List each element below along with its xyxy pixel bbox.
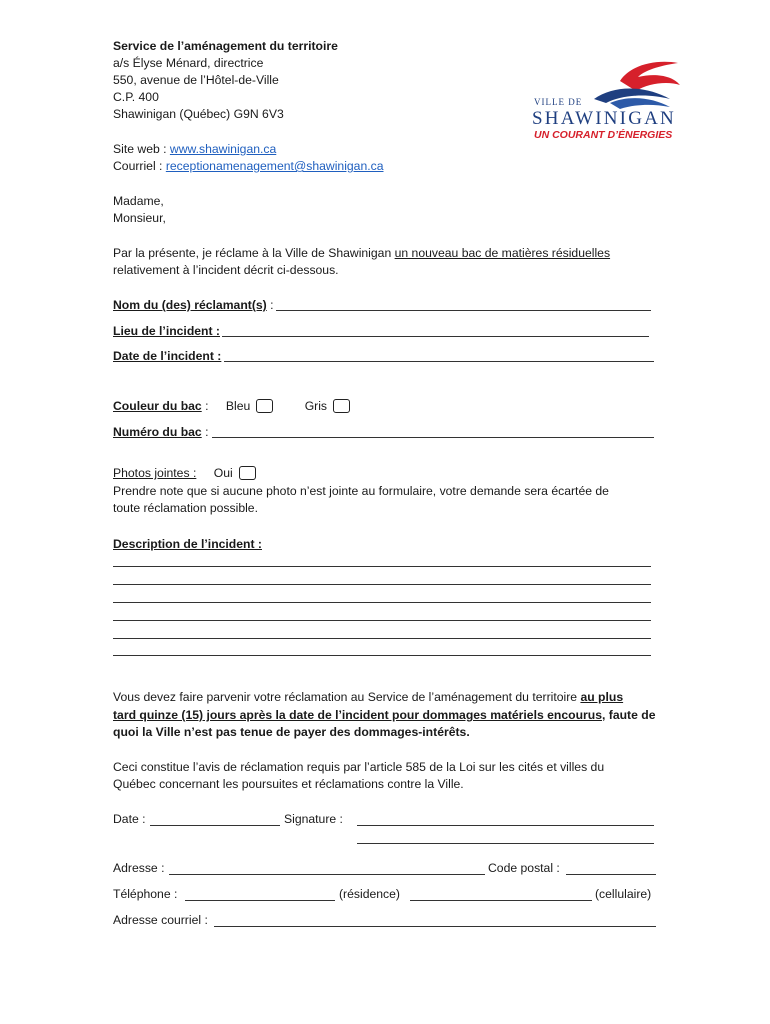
date-field[interactable] (150, 825, 280, 826)
bin-number-label: Numéro du bac (113, 425, 202, 439)
date-incident-field[interactable] (224, 361, 654, 362)
salutation-monsieur: Monsieur, (113, 211, 166, 225)
bin-color-label: Couleur du bac (113, 399, 202, 413)
photos-note-2: toute réclamation possible. (113, 501, 258, 515)
attention-line: a/s Élyse Ménard, directrice (113, 56, 264, 70)
phone-label: Téléphone : (113, 887, 178, 901)
website-link[interactable]: www.shawinigan.ca (169, 142, 277, 156)
claimant-label: Nom du (des) réclamant(s) (113, 298, 267, 312)
color-blue-checkbox[interactable] (256, 399, 273, 413)
description-line-4[interactable] (113, 620, 651, 621)
bin-number-field[interactable] (212, 437, 654, 438)
claimant-field[interactable] (276, 310, 651, 311)
photos-row (113, 465, 256, 482)
bin-color-row (113, 398, 350, 415)
street-address: 550, avenue de l’Hôtel-de-Ville (113, 73, 279, 87)
photos-yes-checkbox[interactable] (239, 466, 256, 480)
notice-deadline-1: au plus (580, 690, 624, 704)
logo-red-swoosh (620, 62, 680, 91)
notice-line-2 (113, 707, 655, 724)
bin-color-sep: : (201, 399, 209, 413)
email-link[interactable]: receptionamenagement@shawinigan.ca (165, 159, 384, 173)
email-line (113, 158, 384, 175)
notice-line-1 (113, 689, 623, 706)
description-line-2[interactable] (113, 584, 651, 585)
color-grey-checkbox[interactable] (333, 399, 350, 413)
residence-label: (résidence) (339, 887, 400, 901)
photos-yes-label: Oui (213, 466, 233, 480)
logo-small-text: VILLE DE (534, 97, 583, 107)
phone-residence-field[interactable] (185, 900, 335, 901)
email-address-label: Adresse courriel : (113, 913, 208, 927)
intro-line-2: relativement à l’incident décrit ci-dessous. (113, 263, 339, 277)
notice-deadline-2: tard quinze (15) jours après la date de l’incident pour dommages matériels encourus (113, 708, 602, 722)
address-label: Adresse : (113, 861, 165, 875)
photos-label: Photos jointes : (113, 466, 197, 480)
claimant-label-row (113, 297, 274, 314)
website-line (113, 141, 276, 158)
notice-text-1: Vous devez faire parvenir votre réclamation au Service de l’aménagement du territoire (113, 690, 581, 704)
bin-number-row (113, 424, 209, 441)
intro-text: Par la présente, je réclame à la Ville de Shawinigan (113, 246, 395, 260)
logo-tagline: UN COURANT D’ÉNERGIES (534, 129, 673, 141)
date-label: Date : (113, 812, 146, 826)
signature-label: Signature : (284, 812, 343, 826)
email-label: Courriel : (113, 159, 166, 173)
description-line-6[interactable] (113, 655, 651, 656)
notice-line-3: quoi la Ville n’est pas tenue de payer des dommages-intérêts. (113, 725, 470, 739)
description-label: Description de l’incident : (113, 537, 262, 551)
postal-code-label: Code postal : (488, 861, 560, 875)
bin-number-sep: : (201, 425, 209, 439)
description-line-3[interactable] (113, 602, 651, 603)
signature-field-line-1[interactable] (357, 825, 654, 826)
po-box: C.P. 400 (113, 90, 159, 104)
intro-request: un nouveau bac de matières résiduelles (394, 246, 611, 260)
department-title: Service de l’aménagement du territoire (113, 39, 338, 53)
place-field[interactable] (222, 336, 649, 337)
shawinigan-logo (528, 55, 698, 145)
legal-line-1: Ceci constitue l’avis de réclamation requis par l’article 585 de la Loi sur les cités et villes du (113, 760, 605, 774)
website-label: Site web : (113, 142, 170, 156)
signature-field-line-2[interactable] (357, 843, 654, 844)
legal-line-2: Québec concernant les poursuites et réclamations contre la Ville. (113, 777, 464, 791)
address-field[interactable] (169, 874, 485, 875)
claimant-sep: : (266, 298, 274, 312)
intro-line-1 (113, 245, 610, 262)
logo-name: SHAWINIGAN (532, 108, 676, 129)
notice-text-2: , faute de (601, 708, 656, 722)
city-line: Shawinigan (Québec) G9N 6V3 (113, 107, 284, 121)
color-blue-label: Bleu (225, 399, 251, 413)
email-address-field[interactable] (214, 926, 656, 927)
cellular-label: (cellulaire) (595, 887, 652, 901)
place-label: Lieu de l’incident : (113, 324, 220, 338)
description-line-1[interactable] (113, 566, 651, 567)
postal-code-field[interactable] (566, 874, 656, 875)
description-line-5[interactable] (113, 638, 651, 639)
photos-note-1: Prendre note que si aucune photo n’est jointe au formulaire, votre demande sera écartée de (113, 484, 609, 498)
salutation-madame: Madame, (113, 194, 164, 208)
date-incident-label: Date de l’incident : (113, 349, 222, 363)
color-grey-label: Gris (304, 399, 328, 413)
phone-cellular-field[interactable] (410, 900, 592, 901)
